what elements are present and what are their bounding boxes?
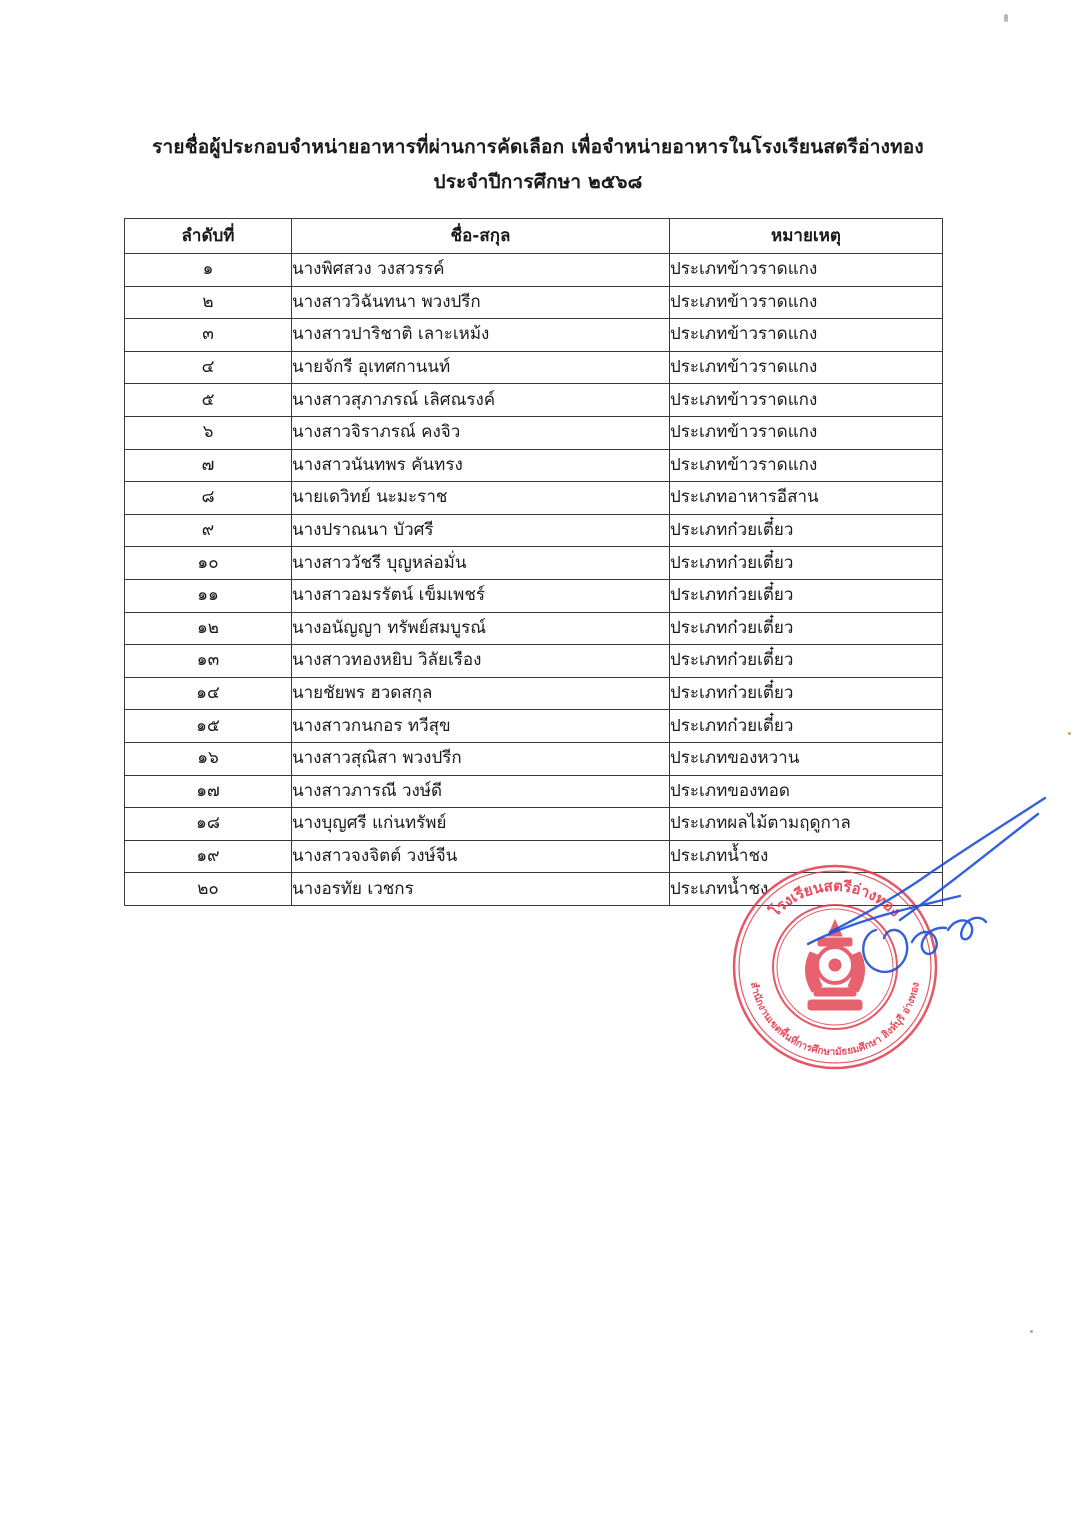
row-number: ๒๐ [125, 873, 292, 906]
row-number: ๑๗ [125, 775, 292, 808]
vendor-name: นางพิศสวง วงสวรรค์ [292, 254, 670, 287]
table-row [125, 742, 943, 775]
vendor-name: นางสาวภารณี วงษ์ดี [292, 775, 670, 808]
table-row [125, 547, 943, 580]
table-row [125, 612, 943, 645]
vendor-name: นางสาววิฉันทนา พวงปรีก [292, 286, 670, 319]
vendor-category: ประเภทข้าวราดแกง [670, 286, 943, 319]
vendor-category: ประเภทก๋วยเตี๋ยว [670, 677, 943, 710]
seal-top-text: โรงเรียนสตรีอ่างทอง [765, 876, 905, 921]
row-number: ๑๒ [125, 612, 292, 645]
row-number: ๑๖ [125, 742, 292, 775]
vendor-name: นางสาววัชรี บุญหล่อมั่น [292, 547, 670, 580]
vendor-category: ประเภทก๋วยเตี๋ยว [670, 710, 943, 743]
table-row [125, 514, 943, 547]
vendor-category: ประเภทน้ำชง [670, 873, 943, 906]
row-number: ๑๘ [125, 808, 292, 841]
vendor-category: ประเภทก๋วยเตี๋ยว [670, 612, 943, 645]
seal-bottom-text: สำนักงานเขตพื้นที่การศึกษามัธยมศึกษา สิงห์บุรี อ่างทอง [747, 981, 922, 1059]
row-number: ๑๙ [125, 840, 292, 873]
row-number: ๑๔ [125, 677, 292, 710]
table-row [125, 645, 943, 678]
vendor-category: ประเภทก๋วยเตี๋ยว [670, 645, 943, 678]
vendor-name: นางสาวอมรรัตน์ เข็มเพชร์ [292, 579, 670, 612]
vendor-name: นางปราณนา บัวศรี [292, 514, 670, 547]
document-title: รายชื่อผู้ประกอบจำหน่ายอาหารที่ผ่านการคัดเลือก เพื่อจำหน่ายอาหารในโรงเรียนสตรีอ่างทอง [152, 136, 924, 158]
row-number: ๔ [125, 351, 292, 384]
row-number: ๕ [125, 384, 292, 417]
row-number: ๑๓ [125, 645, 292, 678]
vendor-category: ประเภทอาหารอีสาน [670, 482, 943, 515]
vendor-name: นางอรทัย เวชกร [292, 873, 670, 906]
vendor-name: นางสาวสุภาภรณ์ เลิศณรงค์ [292, 384, 670, 417]
vendor-category: ประเภทของทอด [670, 775, 943, 808]
vendor-category: ประเภทผลไม้ตามฤดูกาล [670, 808, 943, 841]
vendor-name: นางสาวนันทพร คันทรง [292, 449, 670, 482]
vendor-category: ประเภทก๋วยเตี๋ยว [670, 514, 943, 547]
row-number: ๘ [125, 482, 292, 515]
table-row [125, 449, 943, 482]
signature [790, 792, 1050, 1002]
vendor-category: ประเภทข้าวราดแกง [670, 319, 943, 352]
scan-speck [1068, 732, 1071, 735]
table-header-row [125, 219, 943, 254]
vendor-name: นางสาวทองหยิบ วิลัยเรือง [292, 645, 670, 678]
scan-mark [1004, 14, 1008, 22]
table-row [125, 579, 943, 612]
row-number: ๑๑ [125, 579, 292, 612]
vendor-name: นางสาวจิราภรณ์ คงจิว [292, 416, 670, 449]
row-number: ๓ [125, 319, 292, 352]
table-row [125, 286, 943, 319]
vendor-category: ประเภทข้าวราดแกง [670, 351, 943, 384]
vendor-name: นายจักรี อุเทศกานนท์ [292, 351, 670, 384]
row-number: ๑๕ [125, 710, 292, 743]
vendor-name: นางสาวจงจิตต์ วงษ์จีน [292, 840, 670, 873]
row-number: ๑๐ [125, 547, 292, 580]
table-row [125, 254, 943, 287]
vendor-category: ประเภทข้าวราดแกง [670, 416, 943, 449]
vendor-category: ประเภทน้ำชง [670, 840, 943, 873]
vendor-category: ประเภทข้าวราดแกง [670, 449, 943, 482]
vendor-name: นายชัยพร ฮวดสกุล [292, 677, 670, 710]
vendor-category: ประเภทข้าวราดแกง [670, 254, 943, 287]
vendor-category: ประเภทของหวาน [670, 742, 943, 775]
table-row [125, 710, 943, 743]
row-number: ๗ [125, 449, 292, 482]
row-number: ๖ [125, 416, 292, 449]
table-row [125, 319, 943, 352]
table-row [125, 677, 943, 710]
vendor-name: นายเดวิทย์ นะมะราช [292, 482, 670, 515]
vendor-category: ประเภทก๋วยเตี๋ยว [670, 547, 943, 580]
vendor-name: นางสาวกนกอร ทวีสุข [292, 710, 670, 743]
vendor-category: ประเภทก๋วยเตี๋ยว [670, 579, 943, 612]
document-subtitle: ประจำปีการศึกษา ๒๕๖๘ [433, 171, 643, 193]
row-number: ๑ [125, 254, 292, 287]
vendor-category: ประเภทข้าวราดแกง [670, 384, 943, 417]
vendor-name: นางสาวสุณิสา พวงปรีก [292, 742, 670, 775]
vendor-name: นางบุญศรี แก่นทรัพย์ [292, 808, 670, 841]
row-number: ๒ [125, 286, 292, 319]
header-name: ชื่อ-สกุล [292, 219, 670, 254]
row-number: ๙ [125, 514, 292, 547]
header-no: ลำดับที่ [125, 219, 292, 254]
table-row [125, 384, 943, 417]
scan-speck [1030, 1330, 1033, 1333]
table-row [125, 416, 943, 449]
vendor-name: นางอนัญญา ทรัพย์สมบูรณ์ [292, 612, 670, 645]
table-row [125, 351, 943, 384]
header-remark: หมายเหตุ [670, 219, 943, 254]
vendor-name: นางสาวปาริชาติ เลาะเหม้ง [292, 319, 670, 352]
table-row [125, 482, 943, 515]
